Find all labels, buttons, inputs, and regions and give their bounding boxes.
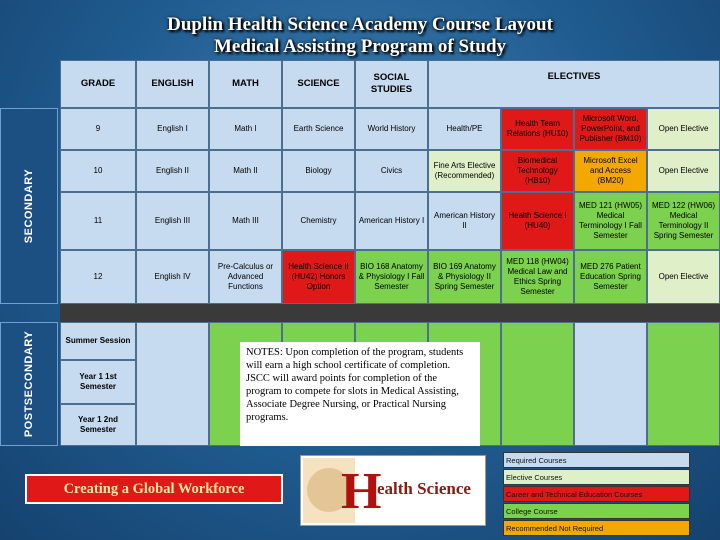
course-cell: Open Elective — [647, 250, 720, 304]
course-cell: Open Elective — [647, 150, 720, 192]
course-cell: Biomedical Technology (HB10) — [501, 150, 574, 192]
empty-cell — [501, 322, 574, 446]
course-cell: MED 118 (HW04) Medical Law and Ethics Spring Semester — [501, 250, 574, 304]
post-row-label: Year 1 1st Semester — [60, 360, 136, 404]
course-cell: World History — [355, 108, 428, 150]
course-cell: Open Elective — [647, 108, 720, 150]
legend-item: Required Courses — [503, 452, 690, 468]
header-english: ENGLISH — [136, 60, 209, 108]
course-cell: Health/PE — [428, 108, 501, 150]
course-cell: English IV — [136, 250, 209, 304]
course-cell: BIO 169 Anatomy & Physiology II Spring Semester — [428, 250, 501, 304]
course-cell: Earth Science — [282, 108, 355, 150]
course-cell: Microsoft Excel and Access (BM20) — [574, 150, 647, 192]
header-science: SCIENCE — [282, 60, 355, 108]
empty-cell — [647, 322, 720, 446]
legend-item: Career and Technical Education Courses — [503, 486, 690, 502]
course-cell: Math II — [209, 150, 282, 192]
course-cell: Fine Arts Elective (Recommended) — [428, 150, 501, 192]
postsecondary-label: POSTSECONDARY — [23, 330, 35, 438]
course-cell: MED 276 Patient Education Spring Semester — [574, 250, 647, 304]
course-cell: English III — [136, 192, 209, 250]
post-row-label: Year 1 2nd Semester — [60, 404, 136, 446]
grade-12: 12 — [60, 250, 136, 304]
header-math: MATH — [209, 60, 282, 108]
page-title — [0, 14, 720, 58]
header-social-studies: SOCIAL STUDIES — [355, 60, 428, 108]
course-cell: BIO 168 Anatomy & Physiology I Fall Semester — [355, 250, 428, 304]
course-cell: Health Team Relations (HU10) — [501, 108, 574, 150]
title-line-1: Duplin Health Science Academy Course Layout — [167, 14, 553, 35]
course-cell: Civics — [355, 150, 428, 192]
course-cell: American History I — [355, 192, 428, 250]
logo-text: ealth Science — [377, 479, 471, 498]
header-grade: GRADE — [60, 60, 136, 108]
course-cell: English I — [136, 108, 209, 150]
section-divider — [60, 304, 720, 322]
post-row-label: Summer Session — [60, 322, 136, 360]
course-cell: Health Science II (HU42) Honors Option — [282, 250, 355, 304]
legend-item: Elective Courses — [503, 469, 690, 485]
grade-11: 11 — [60, 192, 136, 250]
course-cell: American History II — [428, 192, 501, 250]
title-line-2: Medical Assisting Program of Study — [213, 36, 507, 57]
course-cell: Pre-Calculus or Advanced Functions — [209, 250, 282, 304]
slogan-banner: Creating a Global Workforce — [25, 474, 283, 504]
course-cell: Math III — [209, 192, 282, 250]
course-cell: Microsoft Word, PowerPoint, and Publisher (BM10) — [574, 108, 647, 150]
empty-cell — [136, 322, 209, 446]
grade-9: 9 — [60, 108, 136, 150]
course-cell: Chemistry — [282, 192, 355, 250]
logo-letter: H — [341, 463, 382, 520]
secondary-label-panel — [0, 108, 58, 304]
course-cell: Biology — [282, 150, 355, 192]
legend — [503, 452, 690, 537]
legend-item: College Course — [503, 503, 690, 519]
empty-cell — [574, 322, 647, 446]
logo-graphic — [301, 456, 485, 525]
course-cell: Health Science I (HU40) — [501, 192, 574, 250]
course-cell: Math I — [209, 108, 282, 150]
secondary-label: SECONDARY — [23, 168, 35, 244]
course-cell: MED 122 (HW06) Medical Terminology II Spring Semester — [647, 192, 720, 250]
notes-box: NOTES: Upon completion of the program, students will earn a high school certificate of completion. JSCC will award points for completion of the program to compete for slots in Medical Assisting, Associate Degree Nursing, or Practical Nursing programs. — [240, 342, 480, 446]
health-science-logo — [300, 455, 486, 526]
course-cell: English II — [136, 150, 209, 192]
grade-10: 10 — [60, 150, 136, 192]
postsecondary-label-panel — [0, 322, 58, 446]
legend-item: Recommended Not Required — [503, 520, 690, 536]
header-electives: ELECTIVES — [428, 60, 720, 108]
course-cell: MED 121 (HW05) Medical Terminology I Fall Semester — [574, 192, 647, 250]
